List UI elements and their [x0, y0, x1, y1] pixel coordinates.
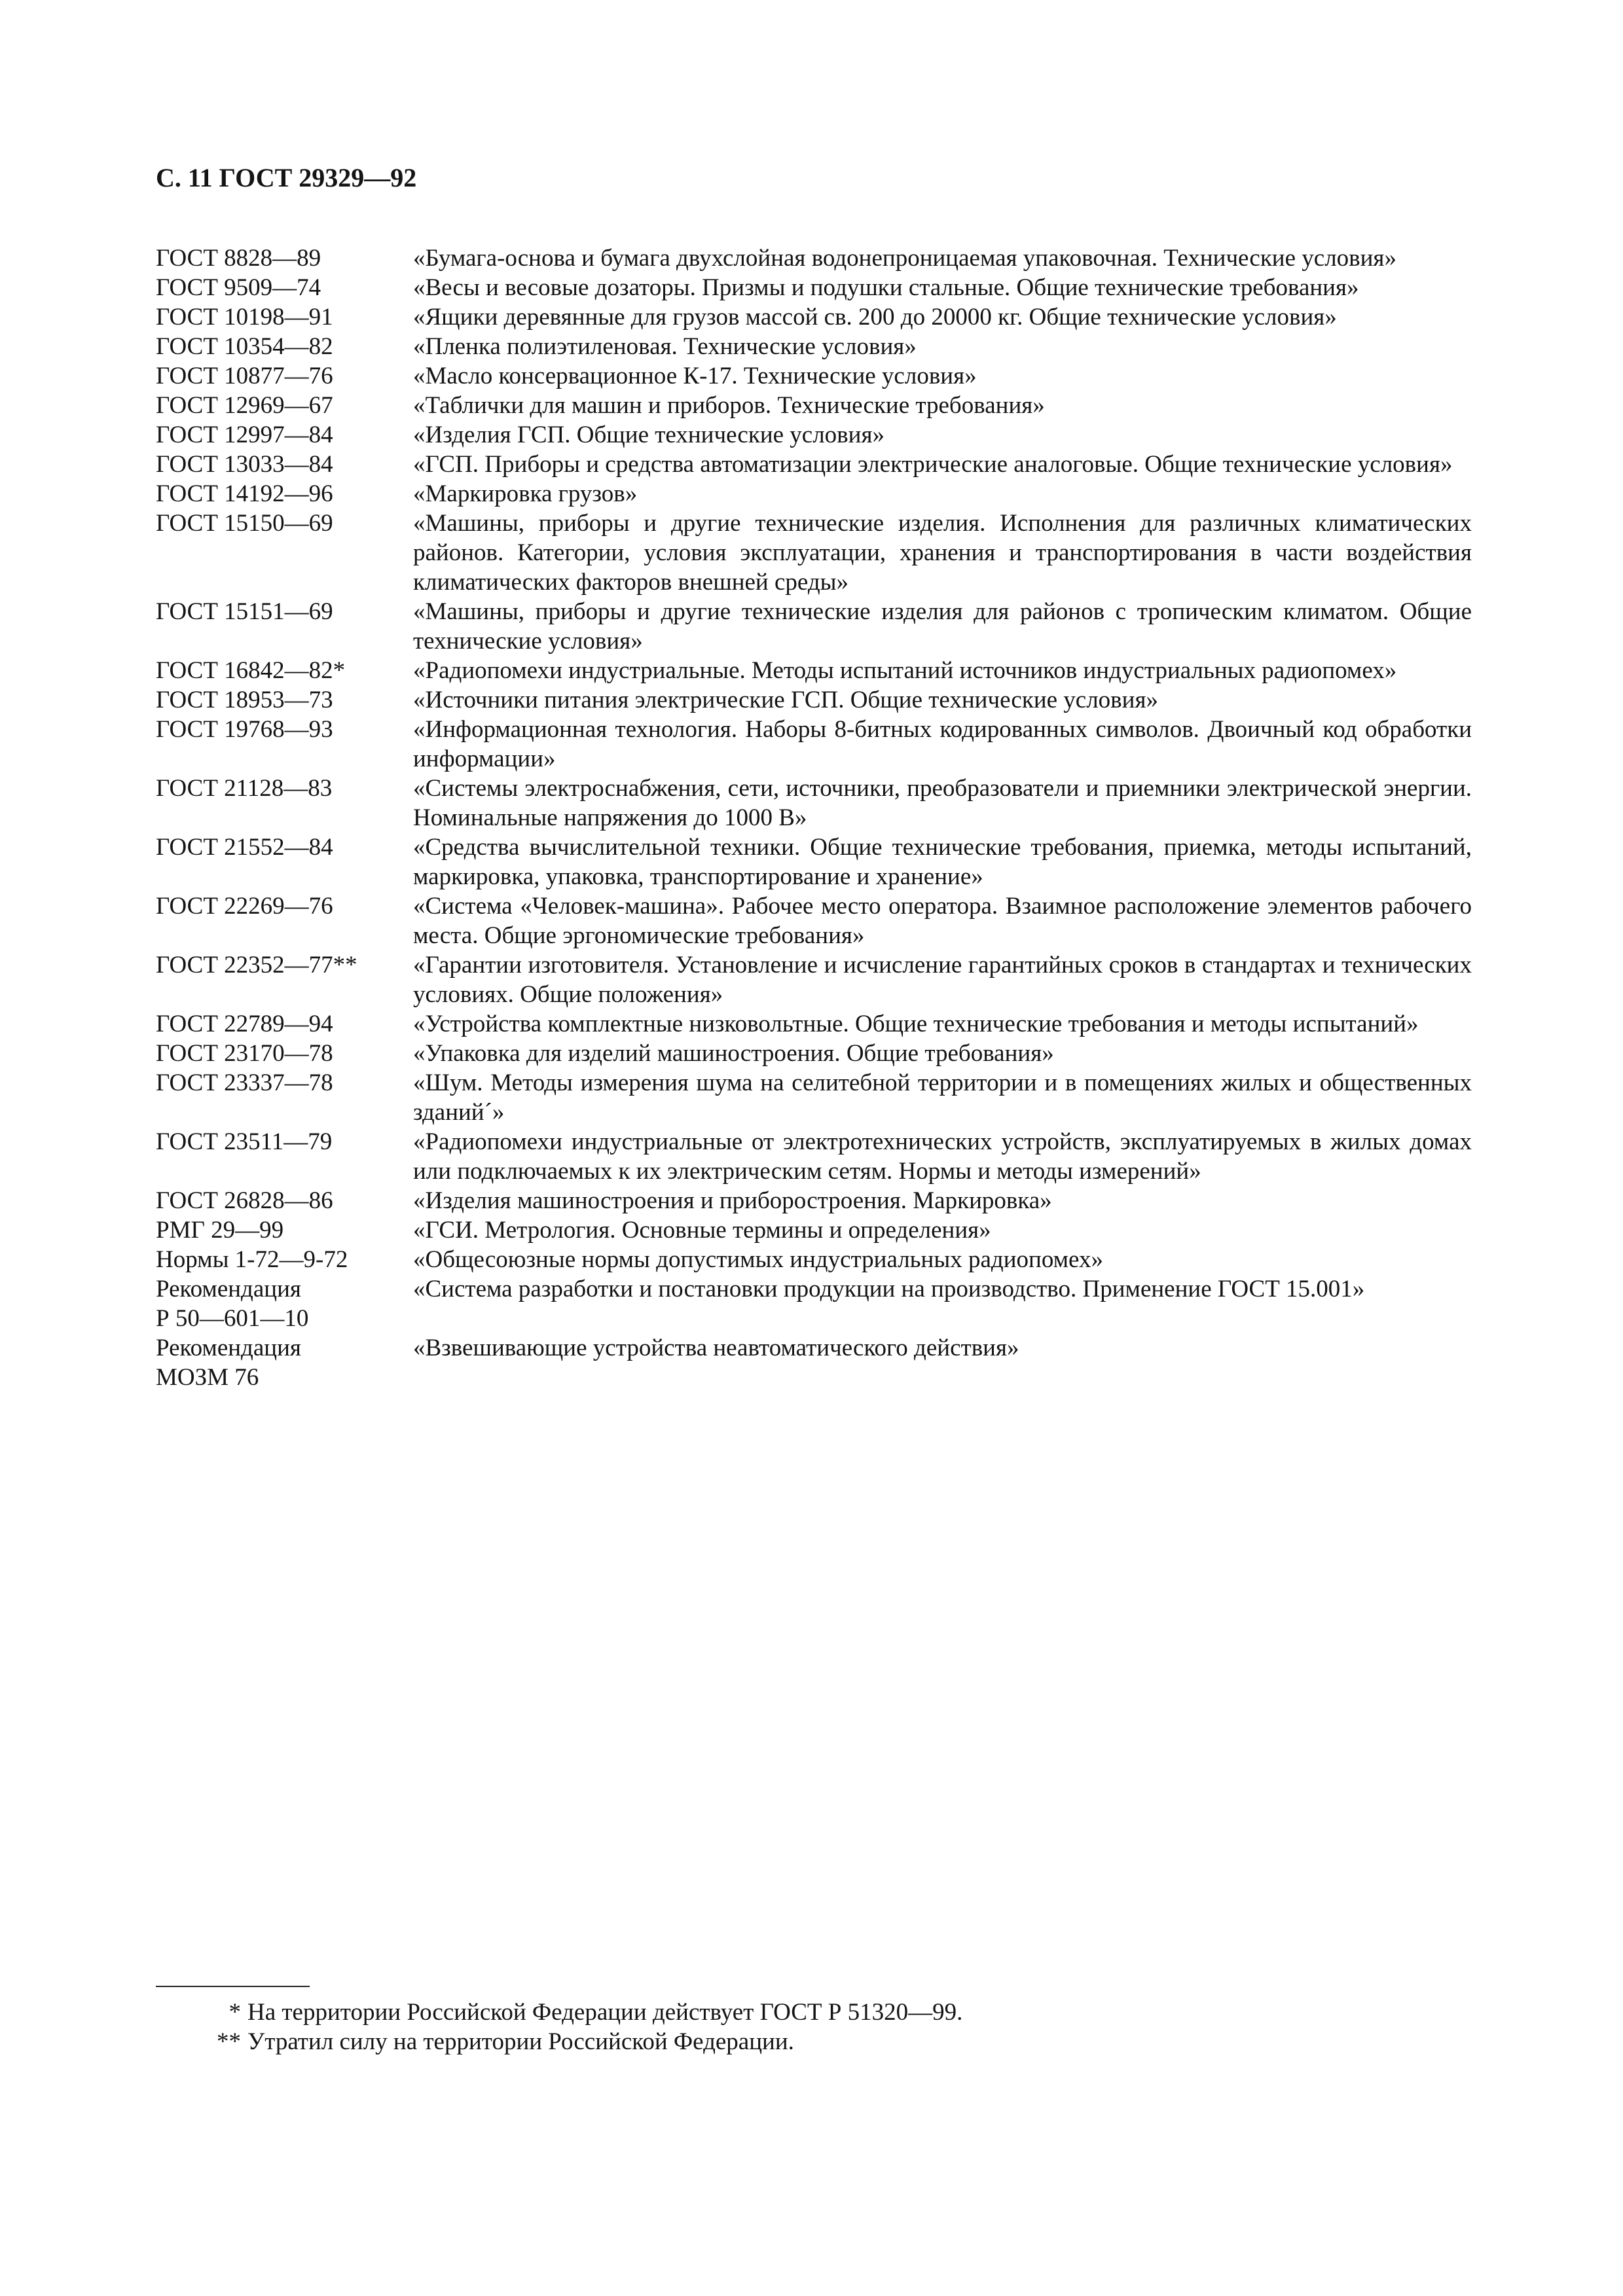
reference-code: ГОСТ 14192—96: [156, 480, 333, 507]
reference-row: [156, 273, 1472, 302]
reference-code: ГОСТ 18953—73: [156, 687, 333, 713]
reference-code: ГОСТ 10354—82: [156, 333, 333, 360]
reference-title: «Весы и весовые дозаторы. Призмы и подушки стальные. Общие технические требования»: [413, 274, 1359, 301]
reference-title: «Радиопомехи индустриальные. Методы испытаний источников индустриальных радиопомех»: [413, 657, 1397, 684]
reference-code: ГОСТ 15151—69: [156, 598, 333, 625]
reference-row: [156, 1186, 1472, 1215]
reference-row: [156, 833, 1472, 891]
footnote: [156, 2027, 1400, 2056]
reference-code: ГОСТ 12997—84: [156, 422, 333, 448]
reference-title: «Пленка полиэтиленовая. Технические условия»: [413, 333, 917, 360]
reference-row: [156, 302, 1472, 332]
reference-code: ГОСТ 22269—76: [156, 893, 333, 920]
reference-row: [156, 715, 1472, 774]
reference-code: ГОСТ 23337—78: [156, 1069, 333, 1096]
reference-title: «Маркировка грузов»: [413, 480, 638, 507]
reference-title: «Гарантии изготовителя. Установление и исчисление гарантийных сроков в стандартах и технических условиях. Общие положения»: [413, 952, 1472, 1008]
reference-row: [156, 774, 1472, 833]
reference-code: ГОСТ 9509—74: [156, 274, 321, 301]
reference-code: ГОСТ 23170—78: [156, 1040, 333, 1067]
reference-title: «Источники питания электрические ГСП. Общие технические условия»: [413, 687, 1158, 713]
reference-title: «ГСП. Приборы и средства автоматизации электрические аналоговые. Общие технические условия»: [413, 451, 1453, 478]
footnote: [156, 1998, 1400, 2027]
footnote-divider: [156, 1986, 310, 1987]
reference-code: ГОСТ 26828—86: [156, 1187, 333, 1214]
reference-row: [156, 1009, 1472, 1039]
reference-code: ГОСТ 23511—79: [156, 1128, 333, 1155]
reference-row: [156, 1068, 1472, 1127]
reference-row: [156, 1039, 1472, 1068]
reference-title: «Информационная технология. Наборы 8-битных кодированных символов. Двоичный код обработки информации»: [413, 716, 1472, 772]
reference-code: Нормы 1-72—9-72: [156, 1246, 348, 1273]
footnote-text: На территории Российской Федерации действует ГОСТ Р 51320—99.: [247, 1999, 963, 2026]
reference-row: [156, 420, 1472, 450]
reference-code: ГОСТ 8828—89: [156, 245, 321, 272]
reference-title: «Система «Человек-машина». Рабочее место оператора. Взаимное расположение элементов рабочего места. Общие эргономические требования»: [413, 893, 1472, 949]
reference-row: [156, 361, 1472, 391]
reference-title: «Системы электроснабжения, сети, источники, преобразователи и приемники электрической энергии. Номинальные напряжения до 1000 В»: [413, 775, 1472, 831]
reference-title: «Устройства комплектные низковольтные. Общие технические требования и методы испытаний»: [413, 1011, 1419, 1037]
reference-row: [156, 656, 1472, 685]
reference-title: «Общесоюзные нормы допустимых индустриальных радиопомех»: [413, 1246, 1103, 1273]
reference-code: ГОСТ 12969—67: [156, 392, 333, 419]
reference-row: [156, 891, 1472, 950]
reference-title: «Изделия ГСП. Общие технические условия»: [413, 422, 884, 448]
reference-code: РМГ 29—99: [156, 1217, 284, 1244]
reference-row: [156, 479, 1472, 509]
reference-code: Рекомендация Р 50—601—10: [156, 1276, 309, 1332]
reference-code: ГОСТ 21128—83: [156, 775, 333, 802]
page-header: С. 11 ГОСТ 29329—92: [156, 163, 417, 192]
reference-row: [156, 243, 1472, 273]
reference-code: ГОСТ 15150—69: [156, 510, 333, 537]
reference-row: [156, 685, 1472, 715]
reference-row: [156, 391, 1472, 420]
reference-title: «Бумага-основа и бумага двухслойная водонепроницаемая упаковочная. Технические условия»: [413, 245, 1396, 272]
reference-row: [156, 332, 1472, 361]
footnote-mark: *: [228, 1999, 241, 2026]
reference-title: «Радиопомехи индустриальные от электротехнических устройств, эксплуатируемых в жилых домах или подключаемых к их электрическим сетям. Нормы и методы измерений»: [413, 1128, 1472, 1185]
footnotes: [156, 1998, 1400, 2056]
reference-title: «Изделия машиностроения и приборостроения. Маркировка»: [413, 1187, 1052, 1214]
reference-title: «ГСИ. Метрология. Основные термины и определения»: [413, 1217, 991, 1244]
reference-row: [156, 1274, 1472, 1333]
reference-code: Рекомендация МОЗМ 76: [156, 1335, 301, 1391]
reference-title: «Масло консервационное К-17. Технические условия»: [413, 363, 977, 389]
reference-row: [156, 597, 1472, 656]
reference-title: «Средства вычислительной техники. Общие технические требования, приемка, методы испытаний, маркировка, упаковка, транспортирование и хранение»: [413, 834, 1472, 890]
reference-code: ГОСТ 21552—84: [156, 834, 333, 861]
reference-row: [156, 1333, 1472, 1392]
reference-title: «Таблички для машин и приборов. Технические требования»: [413, 392, 1045, 419]
reference-code: ГОСТ 22352—77**: [156, 952, 357, 978]
reference-code: ГОСТ 10198—91: [156, 304, 333, 331]
footnote-text: Утратил силу на территории Российской Федерации.: [247, 2028, 794, 2055]
reference-code: ГОСТ 10877—76: [156, 363, 333, 389]
reference-code: ГОСТ 22789—94: [156, 1011, 333, 1037]
reference-row: [156, 509, 1472, 597]
reference-row: [156, 1245, 1472, 1274]
reference-title: «Машины, приборы и другие технические изделия. Исполнения для различных климатических районов. Категории, условия эксплуатации, хранения и транспортирования в части воздействия климатических факторов внешней среды»: [413, 510, 1472, 596]
reference-title: «Упаковка для изделий машиностроения. Общие требования»: [413, 1040, 1054, 1067]
footnote-mark: **: [217, 2028, 241, 2055]
reference-title: «Шум. Методы измерения шума на селитебной территории и в помещениях жилых и общественных зданий´»: [413, 1069, 1472, 1126]
reference-title: «Ящики деревянные для грузов массой св. 200 до 20000 кг. Общие технические условия»: [413, 304, 1337, 331]
reference-row: [156, 450, 1472, 479]
reference-code: ГОСТ 19768—93: [156, 716, 333, 743]
reference-row: [156, 950, 1472, 1009]
reference-row: [156, 1215, 1472, 1245]
reference-row: [156, 1127, 1472, 1186]
reference-list: [156, 243, 1472, 1392]
reference-title: «Машины, приборы и другие технические изделия для районов с тропическим климатом. Общие технические условия»: [413, 598, 1472, 655]
reference-title: «Взвешивающие устройства неавтоматического действия»: [413, 1335, 1019, 1361]
reference-title: «Система разработки и постановки продукции на производство. Применение ГОСТ 15.001»: [413, 1276, 1365, 1302]
reference-code: ГОСТ 16842—82*: [156, 657, 346, 684]
reference-code: ГОСТ 13033—84: [156, 451, 333, 478]
